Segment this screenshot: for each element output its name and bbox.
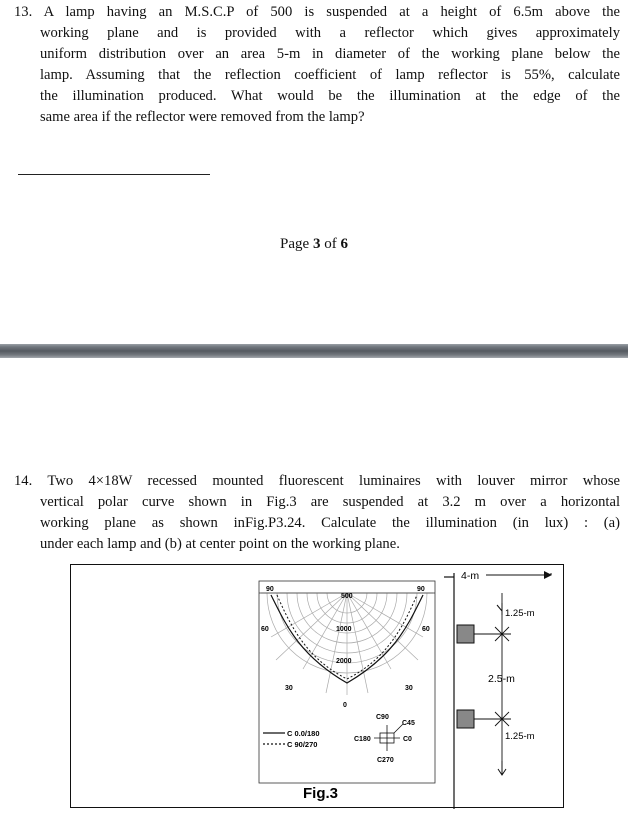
q13-line-1: 13. A lamp having an M.S.C.P of 500 is suspended at a height of 6.5m above the bbox=[14, 4, 620, 20]
page-total: 6 bbox=[340, 236, 348, 252]
legend-c0-180: C 0.0/180 bbox=[287, 729, 320, 738]
polar-diagram bbox=[259, 581, 435, 783]
footnote-rule bbox=[18, 174, 210, 175]
luminaire-2 bbox=[457, 710, 474, 728]
width-label: 4-m bbox=[461, 570, 480, 582]
c-plane-c90: C90 bbox=[376, 714, 389, 721]
angle-label-30-left: 30 bbox=[285, 685, 293, 692]
figure-svg bbox=[71, 565, 565, 809]
page-number: Page 3 of 6 bbox=[280, 236, 348, 252]
q13-number: 13. bbox=[14, 4, 33, 20]
c-plane-c0: C0 bbox=[403, 736, 412, 743]
q13-line-5: the illumination produced. What would be the illumination at the edge of the bbox=[40, 88, 620, 104]
radial-label-2000: 2000 bbox=[336, 658, 352, 665]
bottom-distance-label: 1.25-m bbox=[505, 731, 535, 742]
q13-line-6: same area if the reflector were removed from the lamp? bbox=[40, 109, 365, 125]
q14-line-3: working plane as shown inFig.P3.24. Calculate the illumination (in lux) : (a) bbox=[40, 515, 620, 531]
q13-line-4: lamp. Assuming that the reflection coefficient of lamp reflector is 55%, calculate bbox=[40, 67, 620, 83]
c-plane-c45: C45 bbox=[402, 720, 415, 727]
figure-box bbox=[70, 564, 564, 808]
angle-label-0: 0 bbox=[343, 702, 347, 709]
question-14 bbox=[14, 471, 620, 555]
layout-diagram bbox=[444, 570, 551, 809]
angle-label-90-right: 90 bbox=[417, 586, 425, 593]
angle-label-30-right: 30 bbox=[405, 685, 413, 692]
polar-grid bbox=[259, 593, 435, 695]
angle-label-90-left: 90 bbox=[266, 586, 274, 593]
q14-number: 14. bbox=[14, 473, 33, 489]
c-plane-c270: C270 bbox=[377, 757, 394, 764]
q14-line-2: vertical polar curve shown in Fig.3 are suspended at 3.2 m over a horizontal bbox=[40, 494, 620, 510]
c-plane-c180: C180 bbox=[354, 736, 371, 743]
figure-caption: Fig.3 bbox=[303, 785, 339, 802]
q14-line-1: 14. Two 4×18W recessed mounted fluorescent luminaires with louver mirror whose bbox=[14, 473, 620, 489]
angle-label-60-left: 60 bbox=[261, 626, 269, 633]
legend-c90-270: C 90/270 bbox=[287, 740, 318, 749]
q14-line-4: under each lamp and (b) at center point on the working plane. bbox=[40, 536, 400, 552]
luminaire-1 bbox=[457, 625, 474, 643]
question-13 bbox=[14, 2, 620, 128]
q13-line-2: working plane and is provided with a reflector which gives approximately bbox=[40, 25, 620, 41]
angle-label-60-right: 60 bbox=[422, 626, 430, 633]
top-distance-label: 1.25-m bbox=[505, 608, 535, 619]
radial-label-1000: 1000 bbox=[336, 626, 352, 633]
middle-distance-label: 2.5-m bbox=[488, 673, 515, 685]
c-plane-indicator bbox=[374, 724, 403, 751]
radial-label-500: 500 bbox=[341, 593, 353, 600]
page-current: 3 bbox=[312, 236, 321, 252]
page-break-divider bbox=[0, 344, 628, 358]
q13-line-3: uniform distribution over an area 5-m in diameter of the working plane below the bbox=[40, 46, 620, 62]
